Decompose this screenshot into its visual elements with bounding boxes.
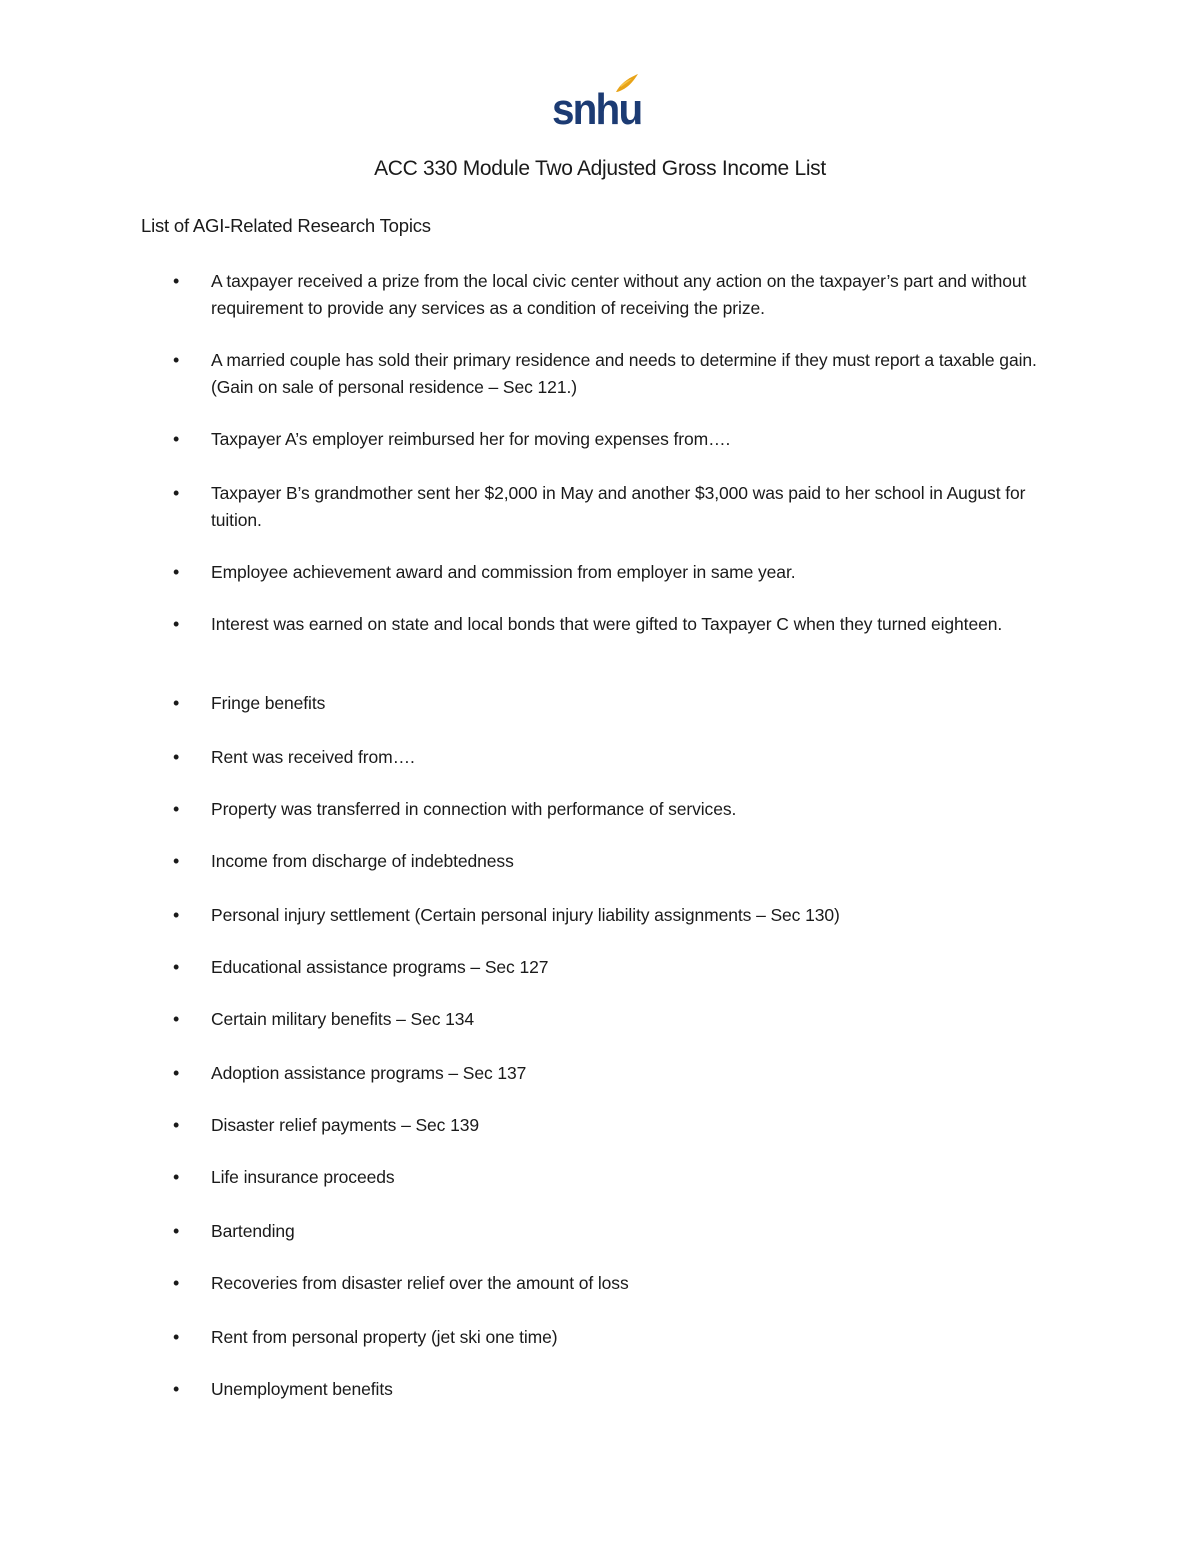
bullet-icon: • bbox=[173, 693, 180, 713]
topic-text: Unemployment benefits bbox=[211, 1379, 393, 1399]
topic-text: Life insurance proceeds bbox=[211, 1167, 395, 1187]
bullet-icon: • bbox=[173, 1167, 180, 1187]
topic-text: Rent was received from…. bbox=[211, 747, 415, 767]
bullet-icon: • bbox=[173, 1115, 180, 1135]
topic-text: Bartending bbox=[211, 1221, 295, 1241]
list-item bbox=[173, 1376, 1061, 1403]
topic-text: Interest was earned on state and local bonds that were gifted to Taxpayer C when they turned eighteen. bbox=[211, 614, 1003, 634]
topic-text: Fringe benefits bbox=[211, 693, 326, 713]
list-item bbox=[173, 426, 1061, 453]
topic-text: Rent from personal property (jet ski one time) bbox=[211, 1327, 558, 1347]
bullet-icon: • bbox=[173, 562, 180, 582]
section-heading: List of AGI-Related Research Topics bbox=[141, 215, 431, 236]
topic-text: Recoveries from disaster relief over the amount of loss bbox=[211, 1273, 629, 1293]
bullet-icon: • bbox=[173, 1273, 180, 1293]
topic-text: Certain military benefits – Sec 134 bbox=[211, 1009, 475, 1029]
bullet-icon: • bbox=[173, 1063, 180, 1083]
list-item bbox=[173, 559, 1061, 586]
bullet-icon: • bbox=[173, 1379, 180, 1399]
topic-text: Taxpayer B’s grandmother sent her $2,000 in May and another $3,000 was paid to her school in August for tuition. bbox=[211, 483, 1026, 530]
list-item bbox=[173, 611, 1061, 638]
bullet-icon: • bbox=[173, 350, 180, 370]
logo-wordmark: snhu bbox=[552, 85, 642, 134]
bullet-icon: • bbox=[173, 614, 180, 634]
list-item bbox=[173, 1112, 1061, 1139]
list-item bbox=[173, 1164, 1061, 1191]
page-title: ACC 330 Module Two Adjusted Gross Income List bbox=[374, 157, 826, 180]
list-item bbox=[173, 902, 1061, 929]
list-item bbox=[173, 347, 1061, 401]
topic-text: A married couple has sold their primary residence and needs to determine if they must report a taxable gain. (Gain on sale of personal residence – Sec 121.) bbox=[211, 350, 1037, 397]
list-item bbox=[173, 480, 1061, 534]
bullet-icon: • bbox=[173, 747, 180, 767]
topic-text: Income from discharge of indebtedness bbox=[211, 851, 514, 871]
topic-text: Educational assistance programs – Sec 127 bbox=[211, 957, 549, 977]
list-item bbox=[173, 1270, 1061, 1297]
topic-text: Property was transferred in connection with performance of services. bbox=[211, 799, 737, 819]
bullet-icon: • bbox=[173, 1221, 180, 1241]
bullet-icon: • bbox=[173, 851, 180, 871]
topic-text: Employee achievement award and commission from employer in same year. bbox=[211, 562, 796, 582]
bullet-icon: • bbox=[173, 1009, 180, 1029]
list-item bbox=[173, 1006, 1061, 1033]
list-item bbox=[173, 268, 1061, 322]
list-item bbox=[173, 1218, 1061, 1245]
list-item bbox=[173, 690, 1061, 717]
topic-text: Taxpayer A’s employer reimbursed her for moving expenses from…. bbox=[211, 429, 731, 449]
topic-text: A taxpayer received a prize from the local civic center without any action on the taxpayer’s part and without requirement to provide any services as a condition of receiving the prize. bbox=[211, 271, 1027, 318]
list-item bbox=[173, 1060, 1061, 1087]
bullet-icon: • bbox=[173, 483, 180, 503]
bullet-icon: • bbox=[173, 957, 180, 977]
topic-text: Personal injury settlement (Certain personal injury liability assignments – Sec 130) bbox=[211, 905, 840, 925]
topic-text: Adoption assistance programs – Sec 137 bbox=[211, 1063, 527, 1083]
bullet-icon: • bbox=[173, 905, 180, 925]
bullet-icon: • bbox=[173, 429, 180, 449]
list-item bbox=[173, 954, 1061, 981]
bullet-icon: • bbox=[173, 799, 180, 819]
list-item bbox=[173, 796, 1061, 823]
bullet-icon: • bbox=[173, 1327, 180, 1347]
list-item bbox=[173, 744, 1061, 771]
list-item bbox=[173, 848, 1061, 875]
topic-text: Disaster relief payments – Sec 139 bbox=[211, 1115, 479, 1135]
bullet-icon: • bbox=[173, 271, 180, 291]
list-item bbox=[173, 1324, 1061, 1351]
snhu-logo bbox=[552, 72, 648, 136]
